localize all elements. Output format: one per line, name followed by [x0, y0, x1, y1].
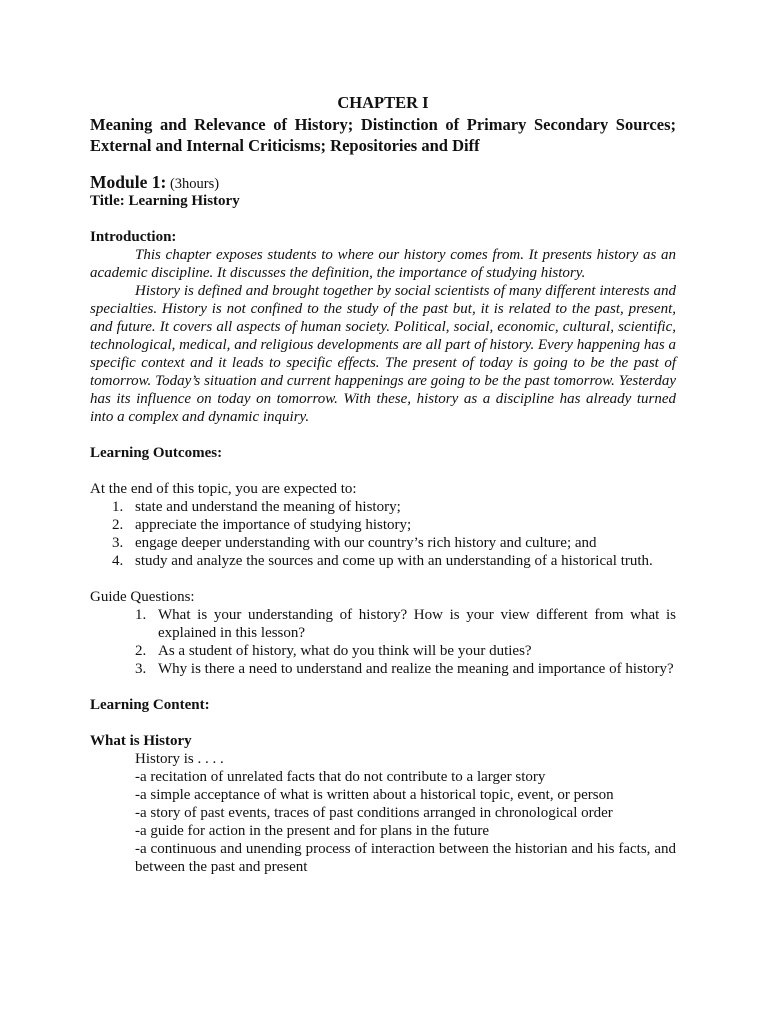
list-item-text: engage deeper understanding with our country’s rich history and culture; and — [135, 535, 597, 551]
list-item-number: 1. — [135, 607, 147, 623]
spacer — [90, 462, 676, 480]
intro-paragraph-1: This chapter exposes students to where our history comes from. It presents history as an academic discipline. It discusses the definition, the importance of studying history. — [90, 247, 676, 281]
list-item-text: appreciate the importance of studying history; — [135, 517, 412, 533]
list-item-text: study and analyze the sources and come up with an understanding of a historical truth. — [135, 553, 653, 569]
list-item — [90, 498, 676, 516]
list-item: -a recitation of unrelated facts that do not contribute to a larger story — [135, 769, 546, 785]
learning-outcomes-heading: Learning Outcomes: — [90, 445, 223, 461]
list-item-number: 2. — [112, 517, 124, 533]
chapter-heading: CHAPTER I — [337, 93, 429, 112]
guide-questions-list — [90, 606, 676, 678]
spacer — [90, 210, 676, 228]
list-item: -a story of past events, traces of past conditions arranged in chronological order — [135, 805, 613, 821]
learning-outcomes-intro: At the end of this topic, you are expected to: — [90, 481, 357, 497]
what-is-history-heading: What is History — [90, 733, 192, 749]
spacer — [90, 678, 676, 696]
list-item-text: state and understand the meaning of history; — [135, 499, 401, 515]
list-item: -a continuous and unending process of interaction between the historian and his facts, and between the past and present — [135, 841, 676, 875]
chapter-title: Meaning and Relevance of History; Distinction of Primary Secondary Sources; External and Internal Criticisms; Repositories and Diff — [90, 115, 676, 155]
spacer — [90, 570, 676, 588]
guide-questions-section — [90, 588, 676, 678]
introduction-heading: Introduction: — [90, 229, 177, 245]
list-item: -a guide for action in the present and for plans in the future — [135, 823, 490, 839]
history-definitions — [90, 750, 676, 876]
list-item — [90, 660, 676, 678]
list-item-number: 2. — [135, 643, 147, 659]
history-lead: History is . . . . — [135, 751, 224, 767]
guide-questions-heading: Guide Questions: — [90, 589, 195, 605]
list-item — [90, 642, 676, 660]
list-item-text: As a student of history, what do you think will be your duties? — [158, 643, 532, 659]
learning-content-heading: Learning Content: — [90, 697, 210, 713]
list-item-number: 3. — [112, 535, 124, 551]
list-item — [90, 534, 676, 552]
spacer — [90, 714, 676, 732]
list-item: -a simple acceptance of what is written about a historical topic, event, or person — [135, 787, 614, 803]
list-item-number: 3. — [135, 661, 147, 677]
learning-outcomes-list — [90, 498, 676, 570]
page-content — [90, 94, 676, 876]
introduction-section — [90, 228, 676, 426]
module-label: Module 1 — [90, 172, 161, 192]
list-item-number: 1. — [112, 499, 124, 515]
module-block — [90, 172, 676, 210]
module-title: Title: Learning History — [90, 193, 240, 209]
module-hours: (3hours) — [166, 176, 220, 192]
what-is-history-section — [90, 732, 676, 876]
module-colon: : — [160, 172, 167, 192]
module-heading — [90, 172, 676, 192]
learning-outcomes-section — [90, 444, 676, 570]
list-item — [90, 516, 676, 534]
list-item-number: 4. — [112, 553, 124, 569]
list-item-text: Why is there a need to understand and realize the meaning and importance of history? — [158, 661, 674, 677]
list-item — [90, 552, 676, 570]
spacer — [90, 426, 676, 444]
intro-paragraph-2: History is defined and brought together by social scientists of many different interests and specialties. History is not confined to the study of the past but, it is related to the past, present, and future. It covers all aspects of human society. Political, social, economic, cultural, scientific, technological, medical, and religious developments are all part of history. Every happening has a specific context and it leads to specific effects. The present of today is going to be the past of tomorrow. Today’s situation and current happenings are going to be the past tomorrow. Yesterday has its influence on today on tomorrow. With these, history as a discipline has already turned into a complex and dynamic inquiry. — [90, 283, 676, 425]
list-item-text: What is your understanding of history? How is your view different from what is explained in this lesson? — [158, 607, 676, 641]
list-item — [90, 606, 676, 642]
